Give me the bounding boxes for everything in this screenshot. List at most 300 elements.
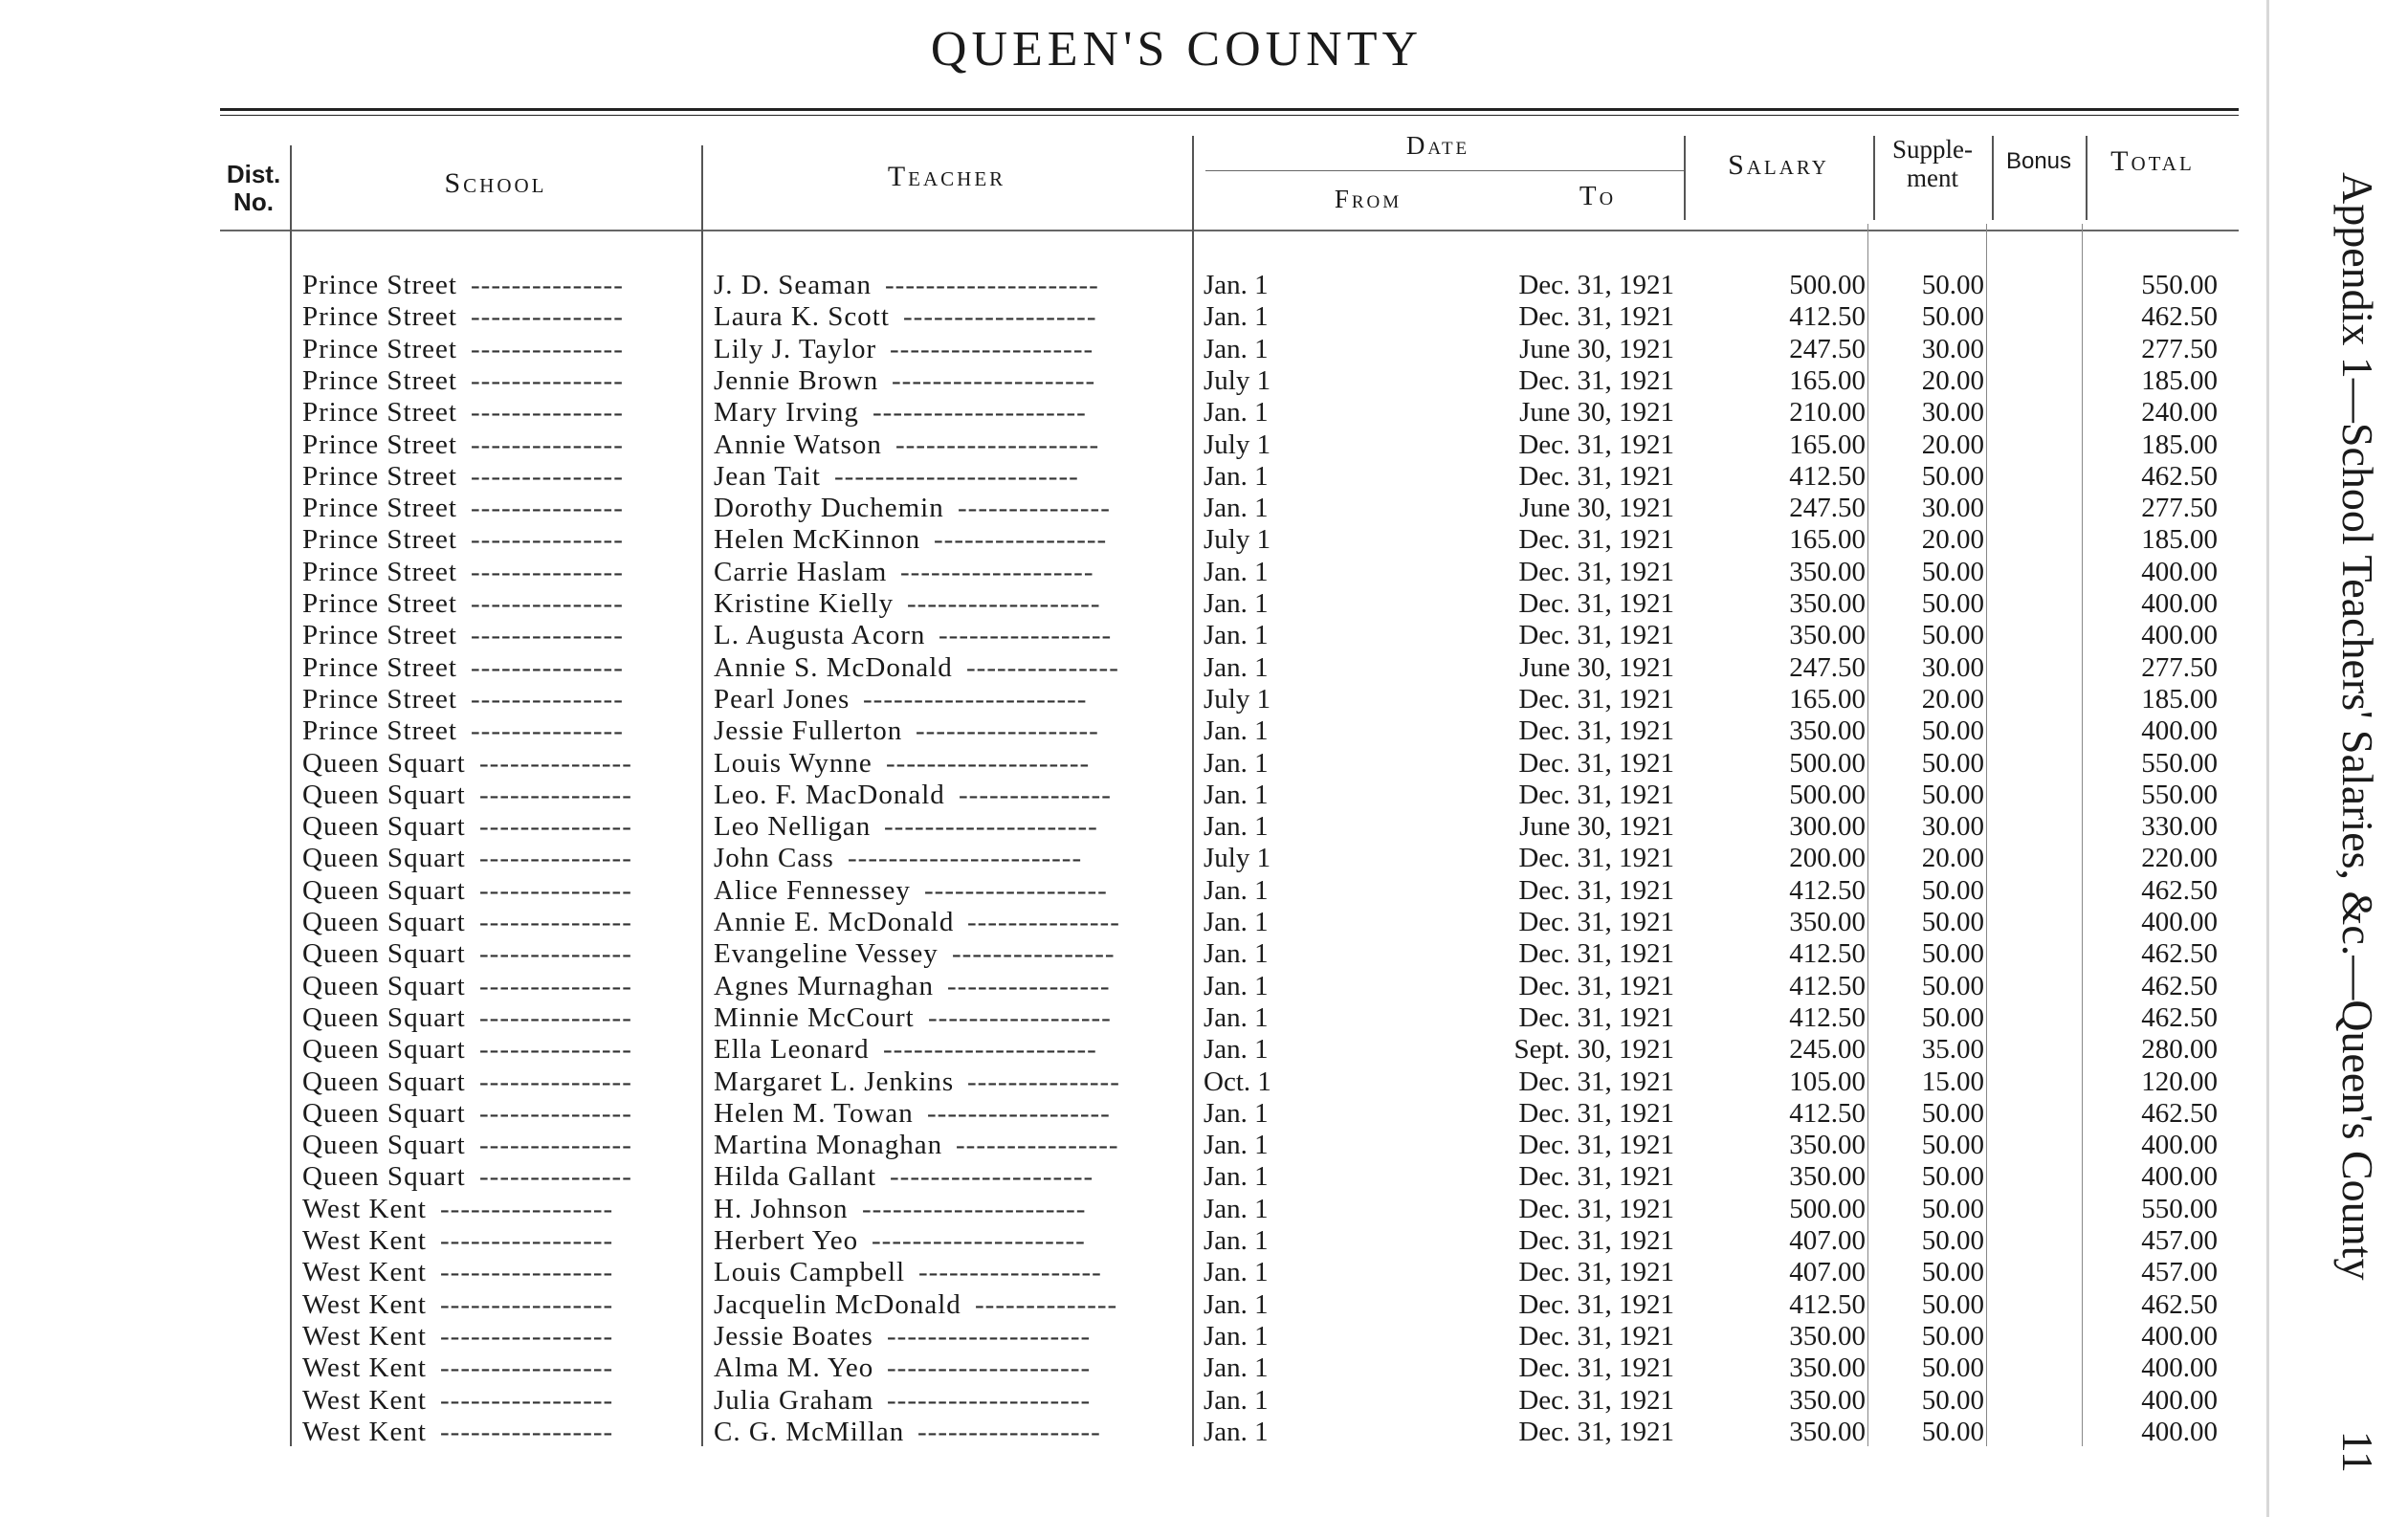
table-row xyxy=(0,333,2218,365)
school-cell: Queen Squart xyxy=(302,811,466,843)
salary-cell: 412.50 xyxy=(1789,1288,1866,1320)
teacher-cell: Evangeline Vessey xyxy=(714,938,939,970)
from-date-cell: Jan. 1 xyxy=(1204,1193,1269,1224)
supplement-cell: 50.00 xyxy=(1921,874,1984,906)
to-date-cell: Dec. 31, 1921 xyxy=(1518,907,1674,937)
table-row xyxy=(0,620,2218,651)
salary-cell: 500.00 xyxy=(1789,1193,1866,1224)
school-cell: West Kent xyxy=(302,1288,427,1320)
total-cell: 462.50 xyxy=(2141,970,2218,1001)
total-cell: 280.00 xyxy=(2141,1034,2218,1066)
dot-leader: ------------------ xyxy=(928,1001,1112,1033)
supplement-cell: 50.00 xyxy=(1921,1352,1984,1384)
teacher-cell: Pearl Jones xyxy=(714,683,851,715)
table-row xyxy=(0,1320,2218,1352)
table-row xyxy=(0,1066,2218,1098)
teacher-cell: Lily J. Taylor xyxy=(714,333,877,364)
salary-cell: 245.00 xyxy=(1789,1034,1866,1066)
dot-leader: ----------------- xyxy=(440,1193,614,1224)
to-date-cell: June 30, 1921 xyxy=(1519,333,1674,364)
dot-leader: -------------------- xyxy=(887,1352,1092,1384)
header-top-rule-thin xyxy=(220,115,2239,116)
school-cell: Prince Street xyxy=(302,364,457,396)
table-row xyxy=(0,1034,2218,1066)
dot-leader: --------------- xyxy=(479,874,632,906)
school-cell: Queen Squart xyxy=(302,970,466,1001)
table-row xyxy=(0,811,2218,843)
table-row xyxy=(0,1384,2218,1417)
supplement-cell: 20.00 xyxy=(1921,364,1984,396)
dot-leader: --------------- xyxy=(471,364,624,396)
date-header: Date xyxy=(1405,131,1470,160)
from-date-cell: Jan. 1 xyxy=(1204,1384,1269,1416)
from-date-cell: Jan. 1 xyxy=(1204,907,1269,937)
teacher-cell: Annie E. McDonald xyxy=(714,907,955,937)
dot-leader: --------------------- xyxy=(872,1225,1086,1256)
salary-cell: 165.00 xyxy=(1789,683,1866,715)
to-date-cell: Dec. 31, 1921 xyxy=(1518,1001,1674,1033)
supplement-cell: 50.00 xyxy=(1921,1130,1984,1161)
school-cell: Queen Squart xyxy=(302,1001,466,1033)
salary-cell: 300.00 xyxy=(1789,811,1866,843)
supplement-cell: 50.00 xyxy=(1921,1001,1984,1033)
dot-leader: -------------------- xyxy=(892,364,1096,396)
supplement-cell: 20.00 xyxy=(1921,683,1984,715)
teacher-cell: Julia Graham xyxy=(714,1384,874,1416)
teacher-cell: J. D. Seaman xyxy=(714,270,873,300)
total-cell: 550.00 xyxy=(2141,270,2218,300)
school-cell: West Kent xyxy=(302,1384,427,1416)
dot-leader: --------------- xyxy=(967,1066,1120,1097)
school-cell: West Kent xyxy=(302,1416,427,1447)
total-cell: 400.00 xyxy=(2141,715,2218,747)
to-date-cell: Dec. 31, 1921 xyxy=(1518,747,1674,779)
salary-cell: 350.00 xyxy=(1789,1352,1866,1384)
school-cell: Prince Street xyxy=(302,588,457,619)
supplement-cell: 35.00 xyxy=(1921,1034,1984,1066)
dot-leader: ----------------- xyxy=(440,1416,614,1447)
teacher-cell: Leo Nelligan xyxy=(714,811,872,843)
to-date-cell: Dec. 31, 1921 xyxy=(1518,1288,1674,1320)
header-bottom-rule xyxy=(220,230,2239,231)
table-row xyxy=(0,270,2218,301)
table-row xyxy=(0,364,2218,397)
to-date-cell: Dec. 31, 1921 xyxy=(1518,1384,1674,1416)
to-date-cell: Dec. 31, 1921 xyxy=(1518,620,1674,651)
dot-leader: --------------- xyxy=(479,907,632,937)
from-date-cell: Jan. 1 xyxy=(1204,493,1269,524)
total-cell: 400.00 xyxy=(2141,556,2218,587)
dot-leader: ---------------------- xyxy=(862,1193,1087,1224)
from-date-cell: Jan. 1 xyxy=(1204,1034,1269,1066)
school-cell: Prince Street xyxy=(302,683,457,715)
to-date-cell: Dec. 31, 1921 xyxy=(1518,1320,1674,1352)
from-date-cell: Jan. 1 xyxy=(1204,301,1269,333)
to-date-cell: Dec. 31, 1921 xyxy=(1518,1416,1674,1447)
from-date-cell: Jan. 1 xyxy=(1204,1320,1269,1352)
from-date-cell: July 1 xyxy=(1204,429,1271,460)
table-row xyxy=(0,907,2218,938)
dot-leader: ----------------- xyxy=(440,1320,614,1352)
dot-leader: -------------------- xyxy=(886,747,1091,779)
dot-leader: --------------- xyxy=(471,493,624,524)
total-cell: 400.00 xyxy=(2141,1352,2218,1384)
teacher-cell: Alma M. Yeo xyxy=(714,1352,874,1384)
teacher-cell: Louis Campbell xyxy=(714,1257,906,1288)
dot-leader: ----------------- xyxy=(440,1352,614,1384)
salary-cell: 500.00 xyxy=(1789,270,1866,300)
total-cell: 457.00 xyxy=(2141,1257,2218,1288)
dot-leader: ------------------ xyxy=(924,874,1108,906)
table-row xyxy=(0,1416,2218,1448)
salary-cell: 412.50 xyxy=(1789,460,1866,492)
salary-header: Salary xyxy=(1728,149,1829,181)
total-cell: 550.00 xyxy=(2141,747,2218,779)
table-row xyxy=(0,874,2218,907)
supplement-cell: 50.00 xyxy=(1921,938,1984,970)
dot-leader: --------------------- xyxy=(883,1034,1097,1066)
total-cell: 277.50 xyxy=(2141,333,2218,364)
from-date-cell: Jan. 1 xyxy=(1204,333,1269,364)
supplement-cell: 20.00 xyxy=(1921,524,1984,556)
dot-leader: --------------- xyxy=(479,779,632,810)
table-row xyxy=(0,1161,2218,1193)
table-row xyxy=(0,524,2218,556)
supplement-cell: 50.00 xyxy=(1921,1193,1984,1224)
supplement-cell: 50.00 xyxy=(1921,270,1984,300)
salary-cell: 412.50 xyxy=(1789,874,1866,906)
salary-cell: 247.50 xyxy=(1789,333,1866,364)
to-date-cell: Dec. 31, 1921 xyxy=(1518,460,1674,492)
total-cell: 550.00 xyxy=(2141,1193,2218,1224)
from-date-cell: Oct. 1 xyxy=(1204,1066,1271,1097)
to-date-cell: Dec. 31, 1921 xyxy=(1518,270,1674,300)
to-date-cell: Dec. 31, 1921 xyxy=(1518,938,1674,970)
from-date-cell: Jan. 1 xyxy=(1204,1001,1269,1033)
to-date-cell: Dec. 31, 1921 xyxy=(1518,683,1674,715)
total-cell: 185.00 xyxy=(2141,429,2218,460)
dot-leader: --------------- xyxy=(471,620,624,651)
to-date-cell: June 30, 1921 xyxy=(1519,397,1674,429)
school-header: School xyxy=(444,167,547,199)
dot-leader: ------------------- xyxy=(907,588,1101,619)
school-cell: West Kent xyxy=(302,1352,427,1384)
table-row xyxy=(0,493,2218,524)
supplement-cell: 50.00 xyxy=(1921,460,1984,492)
salary-cell: 412.50 xyxy=(1789,938,1866,970)
total-cell: 462.50 xyxy=(2141,460,2218,492)
to-date-cell: Dec. 31, 1921 xyxy=(1518,1097,1674,1129)
dot-leader: --------------- xyxy=(471,524,624,556)
teacher-cell: John Cass xyxy=(714,843,834,874)
teacher-cell: Louis Wynne xyxy=(714,747,873,779)
total-cell: 457.00 xyxy=(2141,1225,2218,1256)
total-cell: 185.00 xyxy=(2141,524,2218,556)
supplement-header-line1: Supple- xyxy=(1892,135,1973,164)
running-header xyxy=(2306,172,2408,1473)
to-date-cell: Dec. 31, 1921 xyxy=(1518,779,1674,810)
dist-header: Dist. xyxy=(226,160,281,188)
to-date-cell: Dec. 31, 1921 xyxy=(1518,1193,1674,1224)
dot-leader: -------------------- xyxy=(890,333,1094,364)
salary-cell: 350.00 xyxy=(1789,1161,1866,1193)
salary-cell: 350.00 xyxy=(1789,1320,1866,1352)
from-date-cell: Jan. 1 xyxy=(1204,1161,1269,1193)
to-date-cell: Dec. 31, 1921 xyxy=(1518,1352,1674,1384)
dist-no-header xyxy=(222,161,285,215)
salary-cell: 350.00 xyxy=(1789,588,1866,619)
to-date-cell: Dec. 31, 1921 xyxy=(1518,1130,1674,1161)
total-cell: 240.00 xyxy=(2141,397,2218,429)
table-row xyxy=(0,1352,2218,1384)
teacher-cell: Annie S. McDonald xyxy=(714,651,953,683)
supplement-cell: 50.00 xyxy=(1921,907,1984,937)
table-row xyxy=(0,938,2218,970)
to-date-cell: Dec. 31, 1921 xyxy=(1518,843,1674,874)
dot-leader: --------------- xyxy=(479,1161,632,1193)
supplement-cell: 30.00 xyxy=(1921,651,1984,683)
from-date-cell: Jan. 1 xyxy=(1204,1416,1269,1447)
total-cell: 400.00 xyxy=(2141,1416,2218,1447)
supplement-cell: 50.00 xyxy=(1921,747,1984,779)
supplement-cell: 50.00 xyxy=(1921,1161,1984,1193)
dot-leader: --------------- xyxy=(479,938,632,970)
table-row xyxy=(0,1193,2218,1225)
total-cell: 462.50 xyxy=(2141,938,2218,970)
total-cell: 120.00 xyxy=(2141,1066,2218,1097)
dot-leader: ------------------ xyxy=(918,1257,1102,1288)
dot-leader: --------------- xyxy=(959,779,1112,810)
supplement-cell: 50.00 xyxy=(1921,1384,1984,1416)
dot-leader: ---------------- xyxy=(952,938,1116,970)
dot-leader: -------------------- xyxy=(887,1384,1092,1416)
school-cell: Prince Street xyxy=(302,620,457,651)
total-cell: 220.00 xyxy=(2141,843,2218,874)
dot-leader: --------------- xyxy=(471,588,624,619)
from-date-cell: Jan. 1 xyxy=(1204,874,1269,906)
to-date-cell: Dec. 31, 1921 xyxy=(1518,874,1674,906)
school-cell: Prince Street xyxy=(302,333,457,364)
bonus-header: Bonus xyxy=(2005,148,2072,174)
dot-leader: --------------- xyxy=(479,970,632,1001)
total-cell: 462.50 xyxy=(2141,1288,2218,1320)
to-date-cell: Dec. 31, 1921 xyxy=(1518,429,1674,460)
table-row xyxy=(0,1257,2218,1288)
school-cell: Prince Street xyxy=(302,524,457,556)
from-date-cell: Jan. 1 xyxy=(1204,651,1269,683)
teacher-cell: Laura K. Scott xyxy=(714,301,890,333)
dot-leader: --------------- xyxy=(479,1066,632,1097)
supplement-header-line2: ment xyxy=(1907,163,1958,192)
teacher-cell: Jacquelin McDonald xyxy=(714,1288,961,1320)
salary-cell: 350.00 xyxy=(1789,907,1866,937)
table-row xyxy=(0,779,2218,811)
school-cell: Prince Street xyxy=(302,270,457,300)
dot-leader: --------------- xyxy=(471,397,624,429)
to-date-cell: Dec. 31, 1921 xyxy=(1518,1225,1674,1256)
supplement-cell: 30.00 xyxy=(1921,811,1984,843)
from-date-cell: Jan. 1 xyxy=(1204,1257,1269,1288)
supplement-cell: 50.00 xyxy=(1921,1257,1984,1288)
running-header-text: Appendix 1—School Teachers' Salaries, &c.—Queen's County xyxy=(2333,172,2383,1281)
table-row xyxy=(0,1001,2218,1034)
school-cell: Prince Street xyxy=(302,715,457,747)
to-date-cell: Dec. 31, 1921 xyxy=(1518,1161,1674,1193)
total-cell: 400.00 xyxy=(2141,1130,2218,1161)
salary-cell: 500.00 xyxy=(1789,747,1866,779)
school-cell: Queen Squart xyxy=(302,1097,466,1129)
dot-leader: ----------------------- xyxy=(848,843,1083,874)
supplement-cell: 50.00 xyxy=(1921,1416,1984,1447)
from-date-cell: Jan. 1 xyxy=(1204,397,1269,429)
from-date-cell: July 1 xyxy=(1204,843,1271,874)
school-cell: Queen Squart xyxy=(302,907,466,937)
teacher-cell: Alice Fennessey xyxy=(714,874,911,906)
teacher-cell: Helen McKinnon xyxy=(714,524,921,556)
from-date-cell: Jan. 1 xyxy=(1204,1352,1269,1384)
from-date-cell: Jan. 1 xyxy=(1204,715,1269,747)
from-date-cell: Jan. 1 xyxy=(1204,460,1269,492)
dot-leader: -------------------- xyxy=(890,1161,1094,1193)
from-date-cell: Jan. 1 xyxy=(1204,747,1269,779)
teacher-cell: Jennie Brown xyxy=(714,364,879,396)
to-date-cell: June 30, 1921 xyxy=(1519,811,1674,843)
no-header: No. xyxy=(233,187,274,216)
dot-leader: ----------------- xyxy=(440,1225,614,1256)
supplement-cell: 50.00 xyxy=(1921,301,1984,333)
to-header: To xyxy=(1579,181,1617,211)
page-number: 11 xyxy=(2333,1430,2383,1473)
header-top-rule xyxy=(220,108,2239,111)
from-date-cell: Jan. 1 xyxy=(1204,556,1269,587)
total-cell: 330.00 xyxy=(2141,811,2218,843)
dot-leader: --------------- xyxy=(479,811,632,843)
from-date-cell: Jan. 1 xyxy=(1204,270,1269,300)
dot-leader: --------------------- xyxy=(885,270,1099,300)
school-cell: Queen Squart xyxy=(302,1161,466,1193)
supplement-cell: 30.00 xyxy=(1921,493,1984,524)
dot-leader: --------------- xyxy=(967,907,1120,937)
teacher-cell: Herbert Yeo xyxy=(714,1225,859,1256)
supplement-cell: 20.00 xyxy=(1921,429,1984,460)
teacher-cell: H. Johnson xyxy=(714,1193,849,1224)
total-cell: 400.00 xyxy=(2141,588,2218,619)
dot-leader: ---------------- xyxy=(956,1130,1119,1161)
date-subrule xyxy=(1205,170,1684,171)
from-date-cell: Jan. 1 xyxy=(1204,811,1269,843)
to-date-cell: Dec. 31, 1921 xyxy=(1518,556,1674,587)
school-cell: Queen Squart xyxy=(302,843,466,874)
total-cell: 462.50 xyxy=(2141,1097,2218,1129)
table-row xyxy=(0,588,2218,620)
teacher-header: Teacher xyxy=(887,161,1006,192)
supplement-cell: 30.00 xyxy=(1921,333,1984,364)
table-row xyxy=(0,460,2218,493)
school-cell: Queen Squart xyxy=(302,1130,466,1161)
school-cell: Prince Street xyxy=(302,493,457,524)
school-cell: West Kent xyxy=(302,1193,427,1224)
dot-leader: --------------- xyxy=(471,301,624,333)
to-date-cell: Dec. 31, 1921 xyxy=(1518,588,1674,619)
teacher-cell: Mary Irving xyxy=(714,397,859,429)
dot-leader: --------------- xyxy=(471,715,624,747)
teacher-cell: Agnes Murnaghan xyxy=(714,970,935,1001)
supplement-cell: 50.00 xyxy=(1921,620,1984,651)
dot-leader: ------------------ xyxy=(927,1097,1111,1129)
salary-cell: 500.00 xyxy=(1789,779,1866,810)
total-cell: 400.00 xyxy=(2141,1161,2218,1193)
salary-cell: 105.00 xyxy=(1789,1066,1866,1097)
school-cell: Prince Street xyxy=(302,397,457,429)
teacher-cell: Margaret L. Jenkins xyxy=(714,1066,955,1097)
dot-leader: --------------- xyxy=(471,683,624,715)
from-date-cell: Jan. 1 xyxy=(1204,1288,1269,1320)
table-row xyxy=(0,301,2218,333)
page-title: QUEEN'S COUNTY xyxy=(930,22,1424,77)
teacher-cell: Dorothy Duchemin xyxy=(714,493,944,524)
from-date-cell: July 1 xyxy=(1204,683,1271,715)
to-date-cell: Dec. 31, 1921 xyxy=(1518,364,1674,396)
total-cell: 462.50 xyxy=(2141,301,2218,333)
dot-leader: ----------------- xyxy=(440,1257,614,1288)
teacher-cell: Ella Leonard xyxy=(714,1034,870,1066)
salary-cell: 350.00 xyxy=(1789,715,1866,747)
total-cell: 550.00 xyxy=(2141,779,2218,810)
from-date-cell: Jan. 1 xyxy=(1204,1097,1269,1129)
table-row xyxy=(0,651,2218,684)
teacher-cell: L. Augusta Acorn xyxy=(714,620,926,651)
total-cell: 462.50 xyxy=(2141,1001,2218,1033)
table-row xyxy=(0,1288,2218,1321)
salary-cell: 407.00 xyxy=(1789,1225,1866,1256)
supplement-cell: 50.00 xyxy=(1921,1320,1984,1352)
to-date-cell: Dec. 31, 1921 xyxy=(1518,715,1674,747)
teacher-cell: Annie Watson xyxy=(714,429,882,460)
table-row xyxy=(0,715,2218,747)
dot-leader: ---------------- xyxy=(947,970,1111,1001)
table-row xyxy=(0,970,2218,1002)
dot-leader: --------------- xyxy=(958,493,1111,524)
dot-leader: --------------- xyxy=(479,1130,632,1161)
dot-leader: -------------------- xyxy=(895,429,1100,460)
salary-cell: 412.50 xyxy=(1789,970,1866,1001)
supplement-cell: 20.00 xyxy=(1921,843,1984,874)
total-cell: 185.00 xyxy=(2141,683,2218,715)
total-cell: 400.00 xyxy=(2141,1384,2218,1416)
teacher-cell: Leo. F. MacDonald xyxy=(714,779,945,810)
to-date-cell: Dec. 31, 1921 xyxy=(1518,301,1674,333)
school-cell: Queen Squart xyxy=(302,938,466,970)
teacher-cell: Jessie Boates xyxy=(714,1320,873,1352)
table-row xyxy=(0,1097,2218,1130)
school-cell: Prince Street xyxy=(302,460,457,492)
dot-leader: --------------- xyxy=(479,747,632,779)
to-date-cell: Dec. 31, 1921 xyxy=(1518,524,1674,556)
dot-leader: ----------------- xyxy=(440,1288,614,1320)
supplement-cell: 50.00 xyxy=(1921,970,1984,1001)
from-date-cell: Jan. 1 xyxy=(1204,779,1269,810)
from-date-cell: Jan. 1 xyxy=(1204,620,1269,651)
dot-leader: ------------------ xyxy=(916,715,1099,747)
salary-cell: 165.00 xyxy=(1789,364,1866,396)
dot-leader: ----------------- xyxy=(939,620,1113,651)
dot-leader: ------------------- xyxy=(900,556,1094,587)
dot-leader: ----------------- xyxy=(934,524,1108,556)
salary-cell: 350.00 xyxy=(1789,1384,1866,1416)
table-row xyxy=(0,556,2218,588)
salary-cell: 412.50 xyxy=(1789,1001,1866,1033)
dot-leader: --------------- xyxy=(471,429,624,460)
